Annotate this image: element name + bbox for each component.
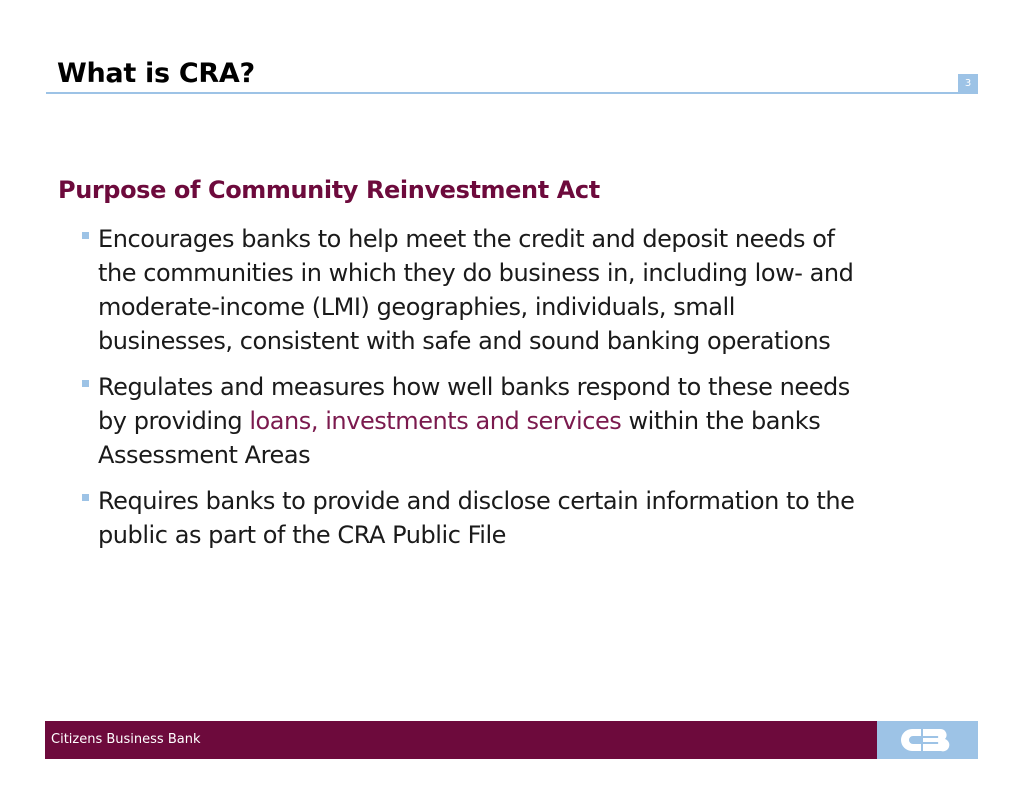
bullet-line xyxy=(98,404,982,438)
footer-logo xyxy=(877,721,978,759)
bullet-line: Requires banks to provide and disclose certain information to the xyxy=(98,487,855,515)
highlighted-phrase: loans, investments and services xyxy=(249,407,622,435)
bullet-text-segment: within the banks xyxy=(621,407,821,435)
bullet-text-segment: by providing xyxy=(98,407,250,435)
bullet-item-requires xyxy=(82,484,982,552)
bullet-marker xyxy=(82,232,89,239)
bullet-line: Regulates and measures how well banks respond to these needs xyxy=(98,373,850,401)
bullet-line: public as part of the CRA Public File xyxy=(98,521,506,549)
bullet-line: businesses, consistent with safe and sound banking operations xyxy=(98,327,831,355)
bullet-line: Assessment Areas xyxy=(98,441,311,469)
footer-company-name: Citizens Business Bank xyxy=(51,732,201,747)
bullet-text xyxy=(98,222,982,358)
bullet-line: Encourages banks to help meet the credit and deposit needs of xyxy=(98,225,835,253)
section-subheading: Purpose of Community Reinvestment Act xyxy=(58,176,600,204)
slide-title: What is CRA? xyxy=(57,58,255,89)
bullet-item-encourages xyxy=(82,222,982,358)
page-number: 3 xyxy=(958,74,978,94)
bullet-text xyxy=(98,484,982,552)
bullet-marker xyxy=(82,494,89,501)
cb-logo-icon xyxy=(901,726,953,754)
bullet-item-regulates xyxy=(82,370,982,472)
bullet-list xyxy=(82,222,982,564)
bullet-marker xyxy=(82,380,89,387)
bullet-line: moderate-income (LMI) geographies, individuals, small xyxy=(98,293,735,321)
footer-bar xyxy=(45,721,877,759)
bullet-text xyxy=(98,370,982,472)
bullet-line: the communities in which they do business in, including low- and xyxy=(98,259,854,287)
title-divider xyxy=(46,92,978,94)
